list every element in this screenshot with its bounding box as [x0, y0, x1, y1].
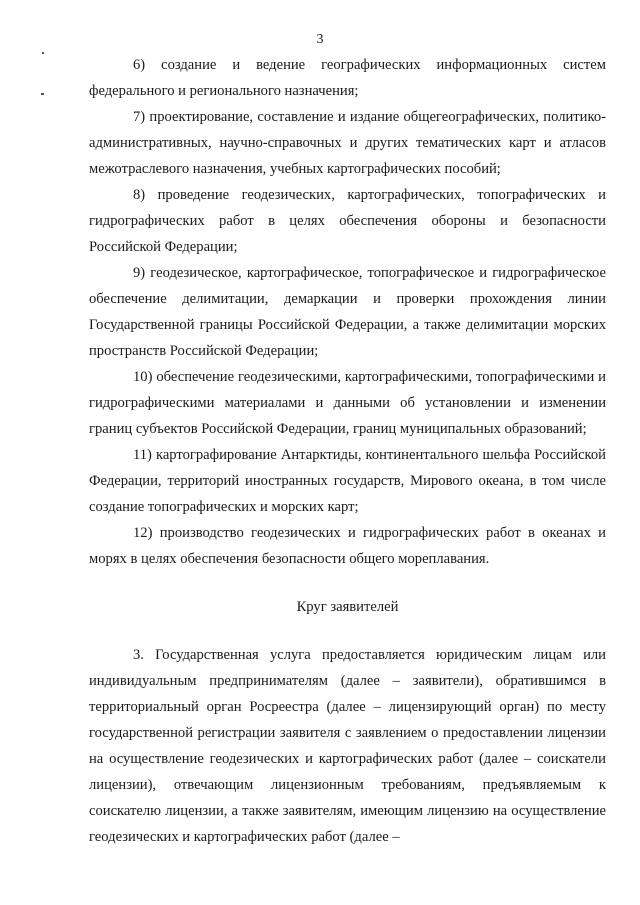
- document-body: [89, 52, 606, 850]
- list-item: 7) проектирование, составление и издание общегеографических, политико-административных, научно-справочных и других тематических карт и атласов межотраслевого назначения, учебных картографических пособий;: [89, 109, 606, 177]
- list-item: 6) создание и ведение географических информационных систем федерального и регионального назначения;: [89, 57, 606, 99]
- scan-speck: [41, 93, 44, 95]
- list-item: 10) обеспечение геодезическими, картографическими, топографическими и гидрографическими материалами и данными об установлении и изменении границ субъектов Российской Федерации, границ муниципальных образований;: [89, 369, 606, 437]
- list-item: 11) картографирование Антарктиды, континентального шельфа Российской Федерации, территорий иностранных государств, Мирового океана, в том числе создание топографических и морских карт;: [89, 447, 606, 515]
- list-item: 8) проведение геодезических, картографических, топографических и гидрографических работ в целях обеспечения обороны и безопасности Российской Федерации;: [89, 187, 606, 255]
- section-paragraph: 3. Государственная услуга предоставляется юридическим лицам или индивидуальным предпринимателям (далее – заявители), обратившимся в территориальный орган Росреестра (далее – лицензирующий орган) по месту государственной регистрации заявителя с заявлением о предоставлении лицензии на осуществление геодезических и картографических работ (далее – соискатели лицензии), отвечающим лицензионным требованиям, предъявляемым к соискателю лицензии, а также заявителям, имеющим лицензию на осуществление геодезических и картографических работ (далее –: [89, 647, 606, 845]
- list-item: 9) геодезическое, картографическое, топографическое и гидрографическое обеспечение делимитации, демаркации и проверки прохождения линии Государственной границы Российской Федерации, а также делимитации морских пространств Российской Федерации;: [89, 265, 606, 359]
- list-item: 12) производство геодезических и гидрографических работ в океанах и морях в целях обеспечения безопасности общего мореплавания.: [89, 525, 606, 567]
- section-heading: Круг заявителей: [296, 599, 399, 615]
- scan-speck: [42, 52, 44, 54]
- page-number: 3: [316, 32, 324, 47]
